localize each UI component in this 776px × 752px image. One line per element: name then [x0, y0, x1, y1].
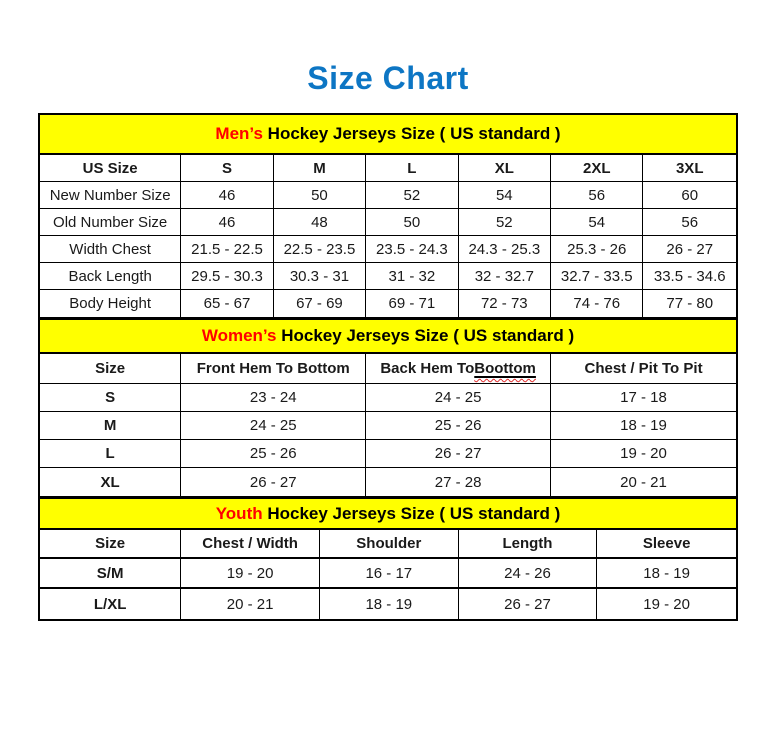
value-cell	[320, 559, 459, 587]
column-header	[181, 155, 273, 181]
cell-value: 77 - 80	[666, 295, 714, 312]
cell-value: 52	[495, 213, 513, 231]
underlined-word	[474, 360, 536, 377]
cell-value: 24 - 26	[504, 564, 551, 582]
value-cell	[274, 263, 366, 289]
row-label: S/M	[96, 564, 124, 582]
mens-table-caption	[40, 115, 736, 155]
cell-value: 25.3 - 26	[567, 240, 627, 258]
caption-text: Hockey Jerseys Size ( US standard )	[262, 503, 561, 523]
value-cell	[459, 589, 598, 619]
column-header	[366, 155, 458, 181]
cell-value: 48	[311, 213, 328, 231]
caption-text: Hockey Jerseys Size ( US standard )	[262, 124, 561, 143]
cell-value: 24 - 25	[434, 389, 482, 406]
row-label-cell	[40, 384, 181, 411]
cell-value: 74 - 76	[573, 295, 621, 312]
value-cell	[181, 263, 273, 289]
youth-table-caption	[40, 499, 736, 530]
table-row	[40, 412, 736, 440]
value-cell	[181, 559, 320, 587]
header-text: Sleeve	[642, 535, 691, 552]
header-row	[40, 354, 736, 384]
cell-value: 32 - 32.7	[474, 267, 534, 285]
value-cell	[366, 440, 551, 467]
row-label-cell	[40, 440, 181, 467]
value-cell	[366, 209, 458, 235]
table-row	[40, 468, 736, 496]
value-cell	[551, 290, 643, 317]
value-cell	[459, 263, 551, 289]
column-header	[597, 530, 736, 557]
header-text: S	[221, 159, 232, 177]
cell-value: 26 - 27	[504, 595, 551, 613]
value-cell	[459, 559, 598, 587]
value-cell	[366, 290, 458, 317]
cell-value: 24 - 25	[249, 417, 297, 434]
cell-value: 18 - 19	[365, 595, 413, 613]
value-cell	[643, 263, 736, 289]
value-cell	[366, 182, 458, 208]
row-label-cell	[40, 290, 181, 317]
cell-value: 72 - 73	[480, 295, 528, 312]
column-header	[320, 530, 459, 557]
value-cell	[274, 290, 366, 317]
cell-value: 23.5 - 24.3	[376, 240, 448, 258]
cell-value: 46	[218, 213, 236, 231]
value-cell	[181, 384, 366, 411]
cell-value: 29.5 - 30.3	[191, 267, 263, 285]
cell-value: 32.7 - 33.5	[560, 267, 633, 285]
value-cell	[274, 209, 366, 235]
row-label: M	[103, 417, 117, 434]
caption-highlight: Women’s	[201, 326, 277, 345]
cell-value: 19 - 20	[226, 564, 274, 582]
header-text: Size	[95, 360, 126, 377]
row-label: Width Chest	[69, 240, 151, 258]
value-cell	[643, 236, 736, 262]
table-row	[40, 209, 736, 236]
cell-value: 20 - 21	[226, 595, 274, 613]
header-text: 3XL	[675, 159, 704, 177]
value-cell	[181, 236, 273, 262]
row-label-cell	[40, 236, 181, 262]
value-cell	[366, 236, 458, 262]
header-text: Chest / Width	[202, 535, 298, 552]
row-label-cell	[40, 559, 181, 587]
value-cell	[459, 182, 551, 208]
table-row	[40, 440, 736, 468]
header-row	[40, 530, 736, 559]
row-label-cell	[40, 589, 181, 619]
column-header	[551, 354, 736, 383]
row-label: L/XL	[93, 595, 127, 613]
value-cell	[366, 412, 551, 439]
value-cell	[643, 182, 736, 208]
header-text: Front Hem To Bottom	[196, 360, 350, 377]
value-cell	[597, 589, 736, 619]
value-cell	[459, 209, 551, 235]
cell-value: 26 - 27	[434, 445, 482, 462]
cell-value: 22.5 - 23.5	[283, 240, 356, 258]
value-cell	[551, 209, 643, 235]
cell-value: 54	[588, 213, 606, 231]
column-header	[181, 530, 320, 557]
cell-value: 19 - 20	[620, 445, 667, 462]
value-cell	[459, 290, 551, 317]
value-cell	[366, 384, 551, 411]
value-cell	[643, 209, 736, 235]
cell-value: 25 - 26	[249, 445, 297, 462]
value-cell	[597, 559, 736, 587]
value-cell	[551, 440, 736, 467]
row-label: XL	[100, 473, 120, 491]
table-row	[40, 182, 736, 209]
cell-value: 17 - 18	[620, 389, 667, 406]
row-label-cell	[40, 412, 181, 439]
header-text: L	[407, 159, 417, 177]
value-cell	[551, 263, 643, 289]
cell-value: 52	[403, 186, 421, 204]
womens-table-caption	[40, 320, 736, 354]
column-header	[366, 354, 551, 383]
value-cell	[551, 468, 736, 496]
cell-value: 25 - 26	[434, 417, 482, 434]
value-cell	[366, 263, 458, 289]
value-cell	[551, 182, 643, 208]
header-text: Shoulder	[356, 535, 422, 552]
cell-value: 65 - 67	[203, 295, 251, 312]
column-header	[551, 155, 643, 181]
header-text: US Size	[82, 159, 138, 177]
cell-value: 33.5 - 34.6	[653, 267, 726, 285]
caption-text: Hockey Jerseys Size ( US standard )	[276, 326, 575, 345]
size-tables	[38, 113, 738, 621]
cell-value: 24.3 - 25.3	[468, 240, 541, 258]
row-label: Back Length	[68, 267, 152, 285]
value-cell	[274, 236, 366, 262]
header-text: 2XL	[582, 159, 611, 177]
value-cell	[551, 384, 736, 411]
header-text: Back Hem To	[380, 360, 475, 377]
cell-value: 50	[311, 186, 328, 204]
value-cell	[181, 589, 320, 619]
womens-size-table	[38, 318, 738, 498]
cell-value: 18 - 19	[643, 564, 690, 582]
value-cell	[274, 182, 366, 208]
cell-value: 20 - 21	[620, 473, 667, 491]
cell-value: 26 - 27	[249, 473, 297, 491]
header-text: Length	[502, 535, 553, 552]
column-header	[181, 354, 366, 383]
cell-value: 69 - 71	[388, 295, 436, 312]
table-row	[40, 384, 736, 412]
cell-value: 19 - 20	[643, 595, 690, 613]
value-cell	[181, 209, 273, 235]
row-label: Old Number Size	[53, 213, 168, 231]
cell-value: 60	[681, 186, 699, 204]
value-cell	[320, 589, 459, 619]
column-header	[274, 155, 366, 181]
value-cell	[181, 290, 273, 317]
table-row	[40, 263, 736, 290]
value-cell	[181, 468, 366, 496]
row-label-cell	[40, 182, 181, 208]
row-label-cell	[40, 263, 181, 289]
column-header	[40, 530, 181, 557]
row-label: Body Height	[69, 295, 151, 312]
cell-value: 23 - 24	[249, 389, 297, 406]
header-text: Chest / Pit To Pit	[584, 360, 703, 377]
value-cell	[181, 412, 366, 439]
value-cell	[643, 290, 736, 317]
row-label: New Number Size	[49, 186, 171, 204]
column-header	[459, 155, 551, 181]
page-title: Size Chart	[307, 60, 469, 96]
row-label-cell	[40, 209, 181, 235]
cell-value: 46	[218, 186, 236, 204]
value-cell	[181, 182, 273, 208]
mens-size-table	[38, 113, 738, 319]
youth-size-table	[38, 497, 738, 621]
cell-value: 30.3 - 31	[289, 267, 350, 285]
value-cell	[551, 236, 643, 262]
caption-highlight: Men’s	[215, 124, 263, 143]
column-header	[643, 155, 736, 181]
table-row	[40, 559, 736, 589]
table-row	[40, 290, 736, 317]
value-cell	[551, 412, 736, 439]
row-label-cell	[40, 468, 181, 496]
cell-value: 16 - 17	[365, 564, 413, 582]
cell-value: 56	[588, 186, 606, 204]
cell-value: 54	[495, 186, 513, 204]
value-cell	[366, 468, 551, 496]
header-text: M	[313, 159, 326, 177]
header-text: Size	[95, 535, 126, 552]
cell-value: 56	[681, 213, 699, 231]
table-row	[40, 236, 736, 263]
cell-value: 21.5 - 22.5	[191, 240, 263, 258]
header-row	[40, 155, 736, 182]
cell-value: 18 - 19	[620, 417, 667, 434]
column-header	[40, 354, 181, 383]
value-cell	[459, 236, 551, 262]
column-header	[459, 530, 598, 557]
spellcheck-squiggle-word: Boottom	[474, 360, 536, 377]
row-label: L	[105, 445, 115, 462]
cell-value: 67 - 69	[296, 295, 343, 312]
value-cell	[181, 440, 366, 467]
cell-value: 31 - 32	[388, 267, 436, 285]
cell-value: 27 - 28	[434, 473, 482, 491]
header-text: XL	[494, 159, 514, 177]
caption-highlight: Youth	[215, 503, 263, 523]
cell-value: 26 - 27	[666, 240, 714, 258]
table-row	[40, 589, 736, 619]
cell-value: 50	[403, 213, 421, 231]
row-label: S	[105, 389, 116, 406]
column-header	[40, 155, 181, 181]
